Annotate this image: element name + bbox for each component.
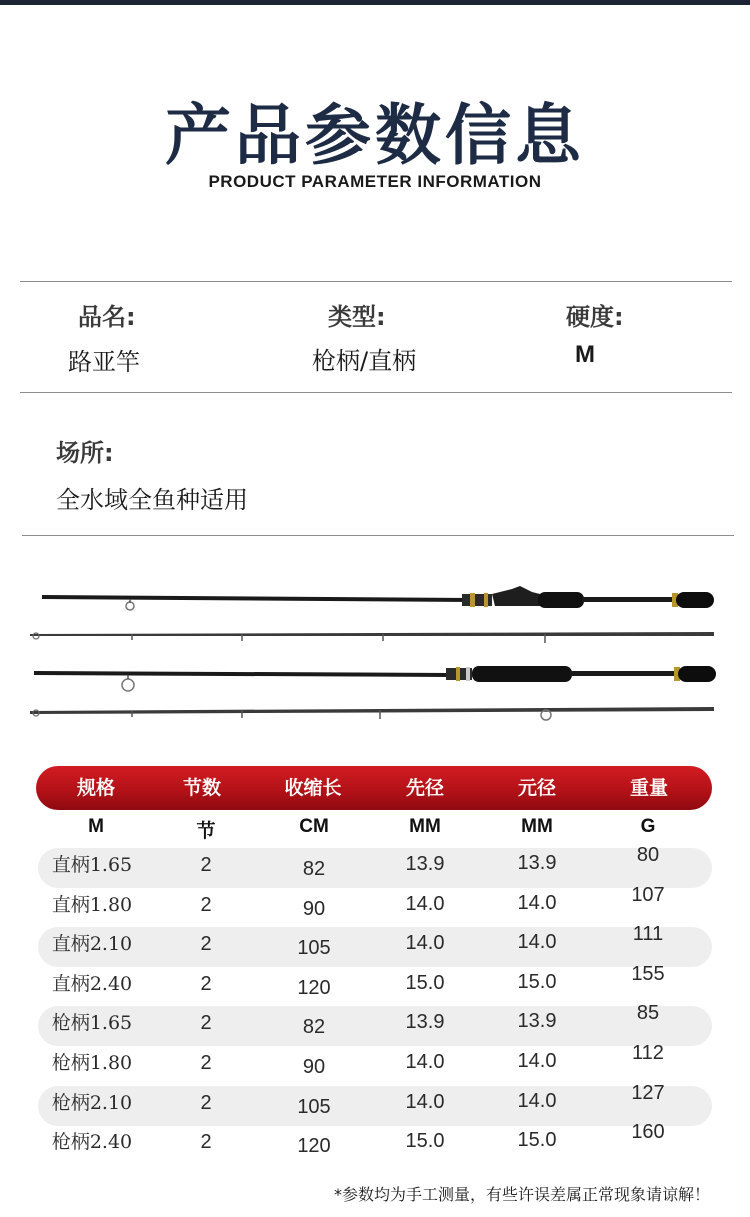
cell-weight: 160 bbox=[631, 1121, 665, 1143]
unit-weight: G bbox=[640, 816, 656, 837]
header-spec: 规格 bbox=[76, 777, 115, 799]
cell-closed-length: 105 bbox=[297, 937, 331, 959]
cell-tip-diameter: 15.0 bbox=[405, 972, 445, 994]
header-weight: 重量 bbox=[629, 777, 668, 799]
cell-closed-length: 90 bbox=[302, 898, 326, 920]
cell-weight: 155 bbox=[631, 963, 665, 985]
divider bbox=[20, 281, 732, 282]
cell-weight: 112 bbox=[632, 1042, 664, 1064]
cell-sections: 2 bbox=[200, 1092, 212, 1114]
spec-table-header bbox=[36, 766, 712, 810]
hardness-label: 硬度: bbox=[566, 303, 624, 331]
cell-butt-diameter: 13.9 bbox=[517, 1010, 557, 1032]
cell-sections: 2 bbox=[200, 973, 212, 995]
cell-weight: 127 bbox=[631, 1082, 665, 1104]
cell-model: 直柄1.80 bbox=[51, 894, 133, 916]
cell-tip-diameter: 15.0 bbox=[405, 1130, 445, 1152]
cell-tip-diameter: 14.0 bbox=[405, 893, 445, 915]
cell-weight: 80 bbox=[636, 844, 660, 866]
unit-butt-diameter: MM bbox=[521, 816, 553, 837]
cell-tip-diameter: 14.0 bbox=[405, 1091, 445, 1113]
venue-label: 场所: bbox=[56, 439, 114, 467]
cell-weight: 107 bbox=[631, 884, 665, 906]
spinning-rod-butt-section bbox=[34, 666, 716, 691]
spinning-rod-tip-section bbox=[30, 707, 714, 720]
cell-butt-diameter: 14.0 bbox=[517, 931, 557, 953]
divider bbox=[22, 535, 734, 536]
cell-model: 直柄2.10 bbox=[51, 933, 133, 955]
cell-closed-length: 82 bbox=[302, 1016, 326, 1038]
casting-rod-butt-section bbox=[42, 586, 714, 610]
cell-model: 直柄1.65 bbox=[51, 854, 133, 876]
cell-butt-diameter: 14.0 bbox=[517, 892, 557, 914]
cell-model: 枪柄1.80 bbox=[51, 1052, 133, 1074]
cell-closed-length: 120 bbox=[297, 1135, 331, 1157]
header-sections: 节数 bbox=[182, 777, 221, 799]
hardness-value: M bbox=[575, 341, 595, 368]
cell-weight: 85 bbox=[636, 1002, 660, 1024]
unit-tip-diameter: MM bbox=[409, 816, 441, 837]
casting-rod-tip-section bbox=[30, 632, 714, 643]
cell-model: 直柄2.40 bbox=[51, 973, 133, 995]
unit-closed-length: CM bbox=[299, 816, 329, 837]
cell-butt-diameter: 13.9 bbox=[517, 852, 557, 874]
cell-butt-diameter: 15.0 bbox=[517, 971, 557, 993]
cell-model: 枪柄2.40 bbox=[51, 1131, 133, 1153]
cell-sections: 2 bbox=[200, 933, 212, 955]
unit-sections: 节 bbox=[196, 821, 216, 842]
cell-closed-length: 90 bbox=[302, 1056, 326, 1078]
cell-weight: 111 bbox=[632, 923, 664, 945]
product-type-label: 类型: bbox=[328, 303, 386, 331]
cell-tip-diameter: 13.9 bbox=[405, 1011, 445, 1033]
cell-sections: 2 bbox=[200, 894, 212, 916]
cell-sections: 2 bbox=[200, 854, 212, 876]
header-butt-diameter: 元径 bbox=[517, 777, 556, 799]
cell-model: 枪柄2.10 bbox=[51, 1092, 133, 1114]
cell-tip-diameter: 13.9 bbox=[405, 853, 445, 875]
top-border bbox=[0, 0, 750, 5]
product-photo-rods bbox=[0, 570, 750, 730]
header-closed-length: 收缩长 bbox=[284, 777, 342, 799]
cell-tip-diameter: 14.0 bbox=[405, 1051, 445, 1073]
cell-butt-diameter: 15.0 bbox=[517, 1129, 557, 1151]
divider bbox=[20, 392, 732, 393]
cell-butt-diameter: 14.0 bbox=[517, 1050, 557, 1072]
header-tip-diameter: 先径 bbox=[405, 777, 444, 799]
cell-model: 枪柄1.65 bbox=[51, 1012, 133, 1034]
page-subtitle: PRODUCT PARAMETER INFORMATION bbox=[208, 172, 542, 191]
cell-closed-length: 120 bbox=[297, 977, 331, 999]
cell-closed-length: 105 bbox=[297, 1096, 331, 1118]
footnote: *参数均为手工测量，有些许误差属正常现象请谅解！ bbox=[333, 1185, 710, 1204]
venue-value: 全水域全鱼种适用 bbox=[56, 486, 248, 514]
unit-spec: M bbox=[88, 816, 104, 837]
cell-closed-length: 82 bbox=[302, 858, 326, 880]
cell-butt-diameter: 14.0 bbox=[517, 1090, 557, 1112]
product-name-label: 品名: bbox=[78, 303, 136, 331]
product-name-value: 路亚竿 bbox=[68, 348, 140, 376]
page-title: 产品参数信息 bbox=[165, 97, 585, 174]
product-type-value: 枪柄/直柄 bbox=[312, 347, 417, 375]
cell-sections: 2 bbox=[200, 1131, 212, 1153]
cell-sections: 2 bbox=[200, 1012, 212, 1034]
cell-sections: 2 bbox=[200, 1052, 212, 1074]
cell-tip-diameter: 14.0 bbox=[405, 932, 445, 954]
